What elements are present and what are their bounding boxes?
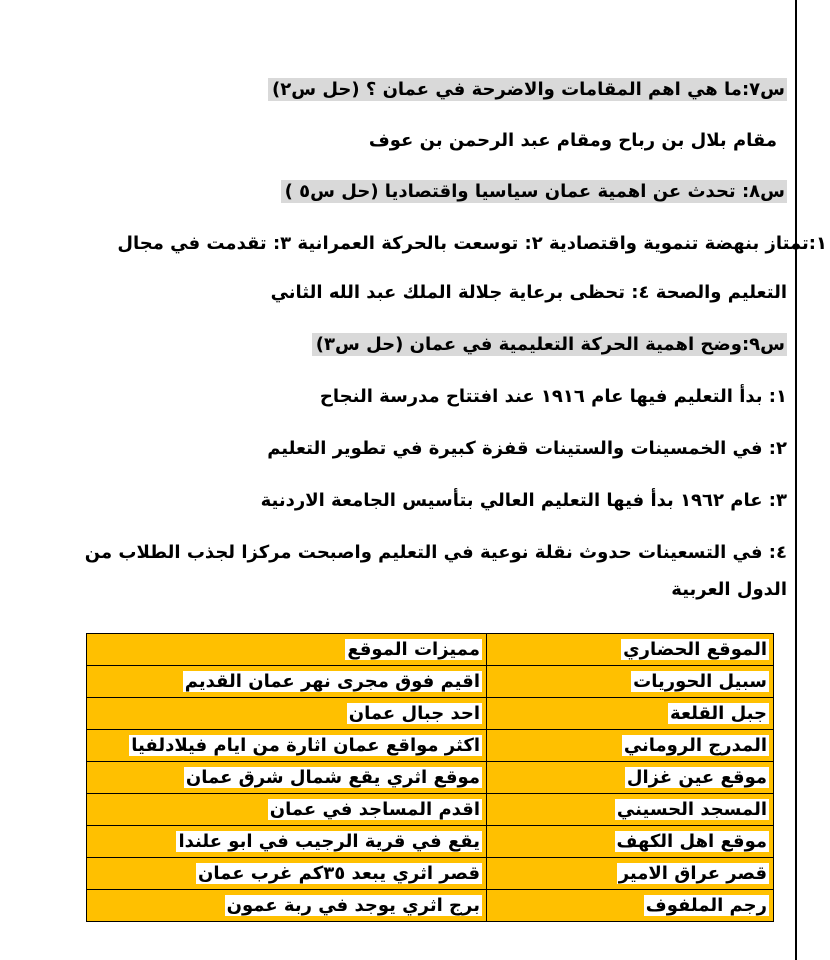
table-cell-site: سبيل الحوريات xyxy=(487,666,774,698)
table-row xyxy=(87,858,774,890)
answer-7: مقام بلال بن رباح ومقام عبد الرحمن بن عوف xyxy=(368,130,777,151)
table-cell-site: المسجد الحسيني xyxy=(487,794,774,826)
table-cell-features: اقيم فوق مجرى نهر عمان القديم xyxy=(87,666,487,698)
table-cell-site: موقع اهل الكهف xyxy=(487,826,774,858)
question-7 xyxy=(268,78,787,102)
answer-9-line-2: ٢: في الخمسينات والستينات قفزة كبيرة في تطوير التعليم xyxy=(267,438,787,459)
table-cell-site: المدرج الروماني xyxy=(487,730,774,762)
table-header-site: الموقع الحضاري xyxy=(487,634,774,666)
table-cell-features: قصر اثري يبعد ٣٥كم غرب عمان xyxy=(87,858,487,890)
sites-table xyxy=(86,633,774,922)
table-row xyxy=(87,666,774,698)
table-cell-site: قصر عراق الامير xyxy=(487,858,774,890)
question-8 xyxy=(281,180,787,204)
table-row xyxy=(87,890,774,922)
sites-table-wrapper xyxy=(86,633,767,922)
table-row xyxy=(87,730,774,762)
table-row xyxy=(87,794,774,826)
question-7-text: س٧:ما هي اهم المقامات والاضرحة في عمان ؟ (حل س٢) xyxy=(268,78,787,101)
table-cell-features: اكثر مواقع عمان اثارة من ايام فيلادلفيا xyxy=(87,730,487,762)
page-border-line xyxy=(795,0,797,960)
table-cell-site: رجم الملفوف xyxy=(487,890,774,922)
question-9 xyxy=(312,333,787,357)
table-header-features: مميزات الموقع xyxy=(87,634,487,666)
table-cell-site: جبل القلعة xyxy=(487,698,774,730)
table-row xyxy=(87,698,774,730)
answer-9-line-1: ١: بدأ التعليم فيها عام ١٩١٦ عند افتتاح مدرسة النجاح xyxy=(319,386,787,407)
answer-9-line-3: ٣: عام ١٩٦٢ بدأ فيها التعليم العالي بتأسيس الجامعة الاردنية xyxy=(260,490,787,511)
table-cell-features: موقع اثري يقع شمال شرق عمان xyxy=(87,762,487,794)
table-cell-features: اقدم المساجد في عمان xyxy=(87,794,487,826)
table-cell-features: برج اثري يوجد في ربة عمون xyxy=(87,890,487,922)
table-row xyxy=(87,826,774,858)
table-header-row xyxy=(87,634,774,666)
table-cell-site: موقع عين غزال xyxy=(487,762,774,794)
answer-9-line-4: ٤: في التسعينات حدوث نقلة نوعية في التعليم واصبحت مركزا لجذب الطلاب من xyxy=(84,542,787,563)
table-row xyxy=(87,762,774,794)
answer-8-line-1: ١:تمتاز بنهضة تنموية واقتصادية ٢: توسعت بالحركة العمرانية ٣: تقدمت في مجال xyxy=(117,233,827,254)
table-cell-features: يقع في قرية الرجيب في ابو علندا xyxy=(87,826,487,858)
question-8-text: س٨: تحدث عن اهمية عمان سياسيا واقتصاديا (حل س٥ ) xyxy=(281,180,787,203)
answer-9-line-5: الدول العربية xyxy=(671,579,787,600)
question-9-text: س٩:وضح اهمية الحركة التعليمية في عمان (حل س٣) xyxy=(312,333,787,356)
answer-8-line-2: التعليم والصحة ٤: تحظى برعاية جلالة الملك عبد الله الثاني xyxy=(270,282,787,303)
table-cell-features: احد جبال عمان xyxy=(87,698,487,730)
